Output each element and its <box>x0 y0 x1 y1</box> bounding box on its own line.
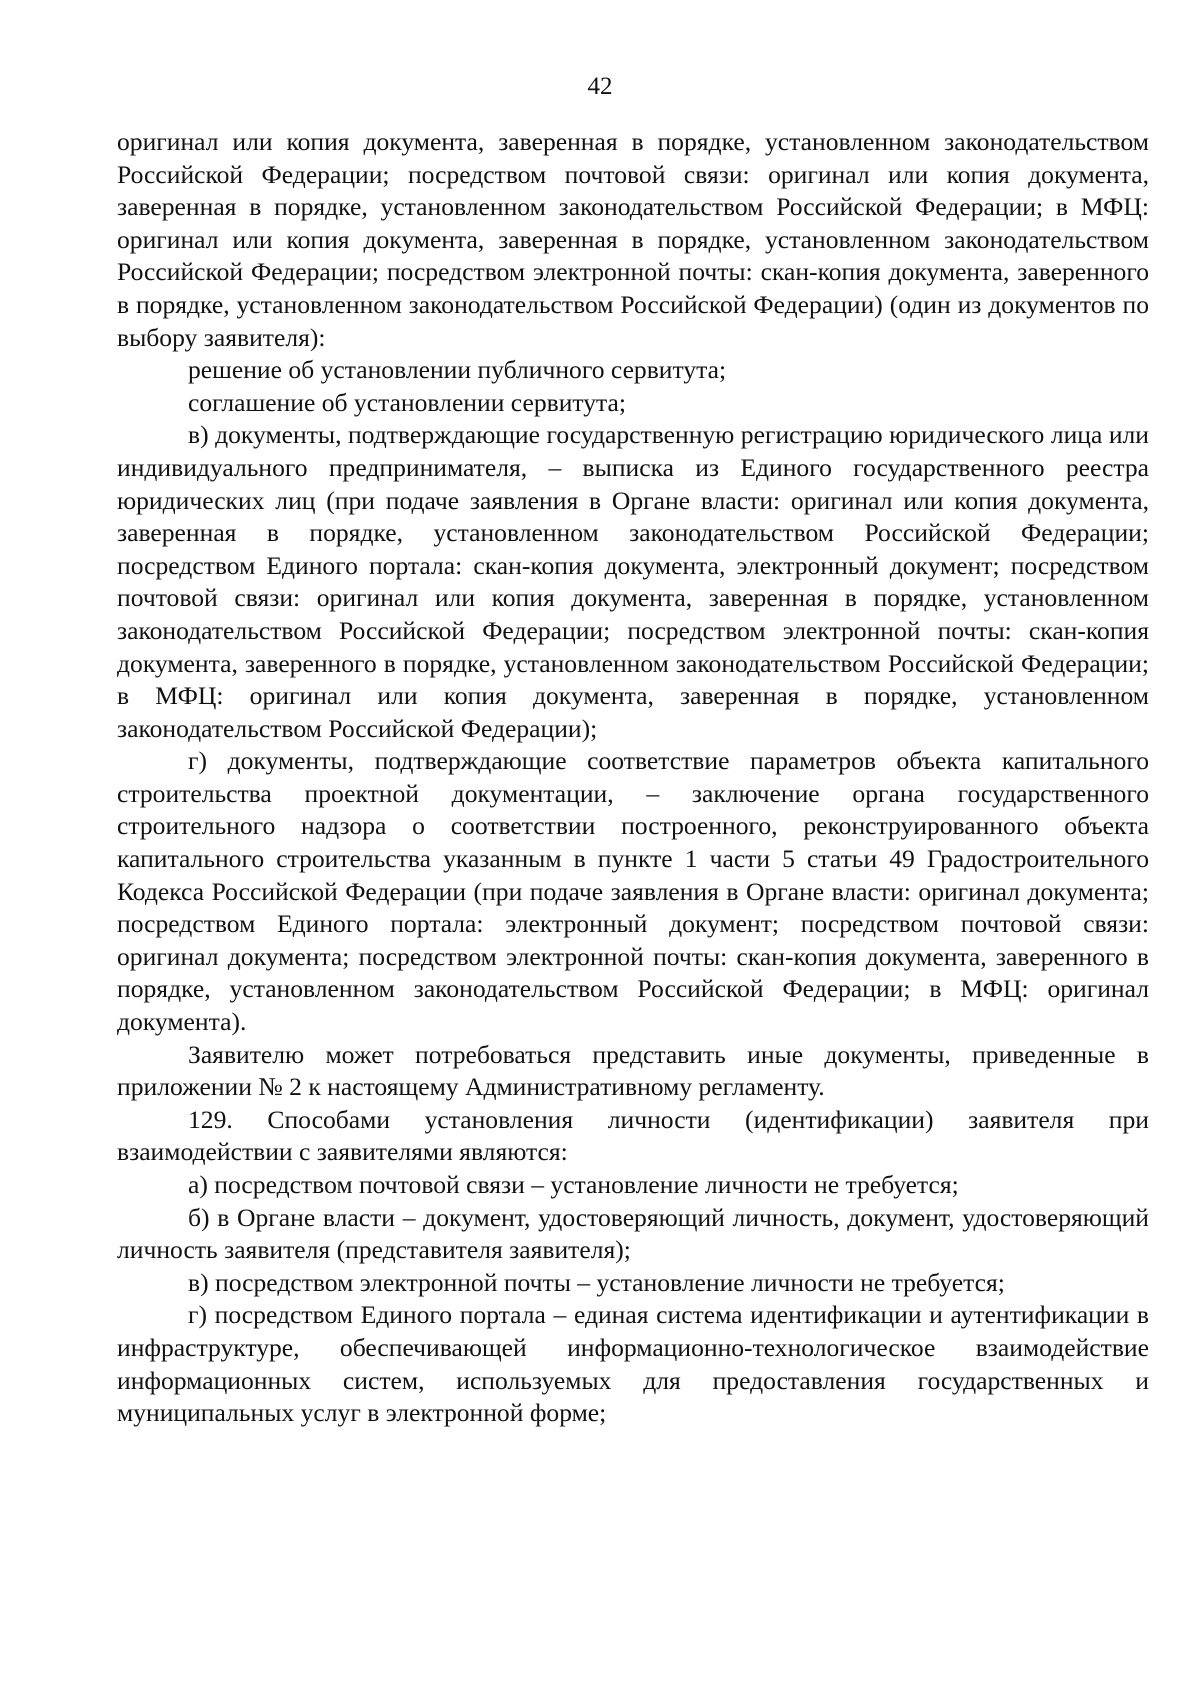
paragraph-item-v-registration: в) документы, подтверждающие государственную регистрацию юридического лица или индивидуального предпринимателя, – выписка из Единого государственного реестра юридических лиц (при подаче заявления в Органе власти: оригинал или копия документа, заверенная в порядке, установленном законодательством Российской Федерации; посредством Единого портала: скан-копия документа, электронный документ; посредством почтовой связи: оригинал или копия документа, заверенная в порядке, установленном законодательством Российской Федерации; посредством электронной почты: скан-копия документа, заверенного в порядке, установленном законодательством Российской Федерации; в МФЦ: оригинал или копия документа, заверенная в порядке, установленном законодательством Российской Федерации); <box>117 420 1149 743</box>
paragraph-item-v-email: в) посредством электронной почты – установление личности не требуется; <box>188 1267 1005 1297</box>
page-number: 42 <box>587 73 613 100</box>
paragraph-item-a-post: а) посредством почтовой связи – установление личности не требуется; <box>188 1170 959 1199</box>
document-body <box>117 126 1149 1430</box>
paragraph-item-g-conformity: г) документы, подтверждающие соответствие параметров объекта капитального строительства проектной документации, – заключение органа государственного строительного надзора о соответствии построенного, реконструированного объекта капитального строительства указанным в пункте 1 части 5 статьи 49 Градостроительного Кодекса Российской Федерации (при подаче заявления в Органе власти: оригинал документа; посредством Единого портала: электронный документ; посредством почтовой связи: оригинал документа; посредством электронной почты: скан-копия документа, заверенного в порядке, установленном законодательством Российской Федерации; в МФЦ: оригинал документа). <box>117 746 1149 1037</box>
paragraph-item-b-authority: б) в Органе власти – документ, удостоверяющий личность, документ, удостоверяющий личность заявителя (представителя заявителя); <box>117 1202 1149 1265</box>
paragraph-item-g-portal: г) посредством Единого портала – единая система идентификации и аутентификации в инфраструктуре, обеспечивающей информационно-технологическое взаимодействие информационных систем, используемых для предоставления государственных и муниципальных услуг в электронной форме; <box>117 1300 1149 1428</box>
paragraph-easement-agreement: соглашение об установлении сервитута; <box>188 387 627 417</box>
paragraph-129-identification: 129. Способами установления личности (идентификации) заявителя при взаимодействии с заявителями являются: <box>117 1104 1149 1167</box>
paragraph-continuation: оригинал или копия документа, заверенная в порядке, установленном законодательством Российской Федерации; посредством почтовой связи: оригинал или копия документа, заверенная в порядке, установленном законодательством Российской Федерации; в МФЦ: оригинал или копия документа, заверенная в порядке, установленном законодательством Российской Федерации; посредством электронной почты: скан-копия документа, заверенного в порядке, установленном законодательством Российской Федерации) (один из документов по выбору заявителя): <box>117 127 1149 352</box>
paragraph-other-documents: Заявителю может потребоваться представить иные документы, приведенные в приложении № 2 к настоящему Административному регламенту. <box>117 1039 1149 1102</box>
paragraph-public-easement: решение об установлении публичного сервитута; <box>188 355 727 385</box>
